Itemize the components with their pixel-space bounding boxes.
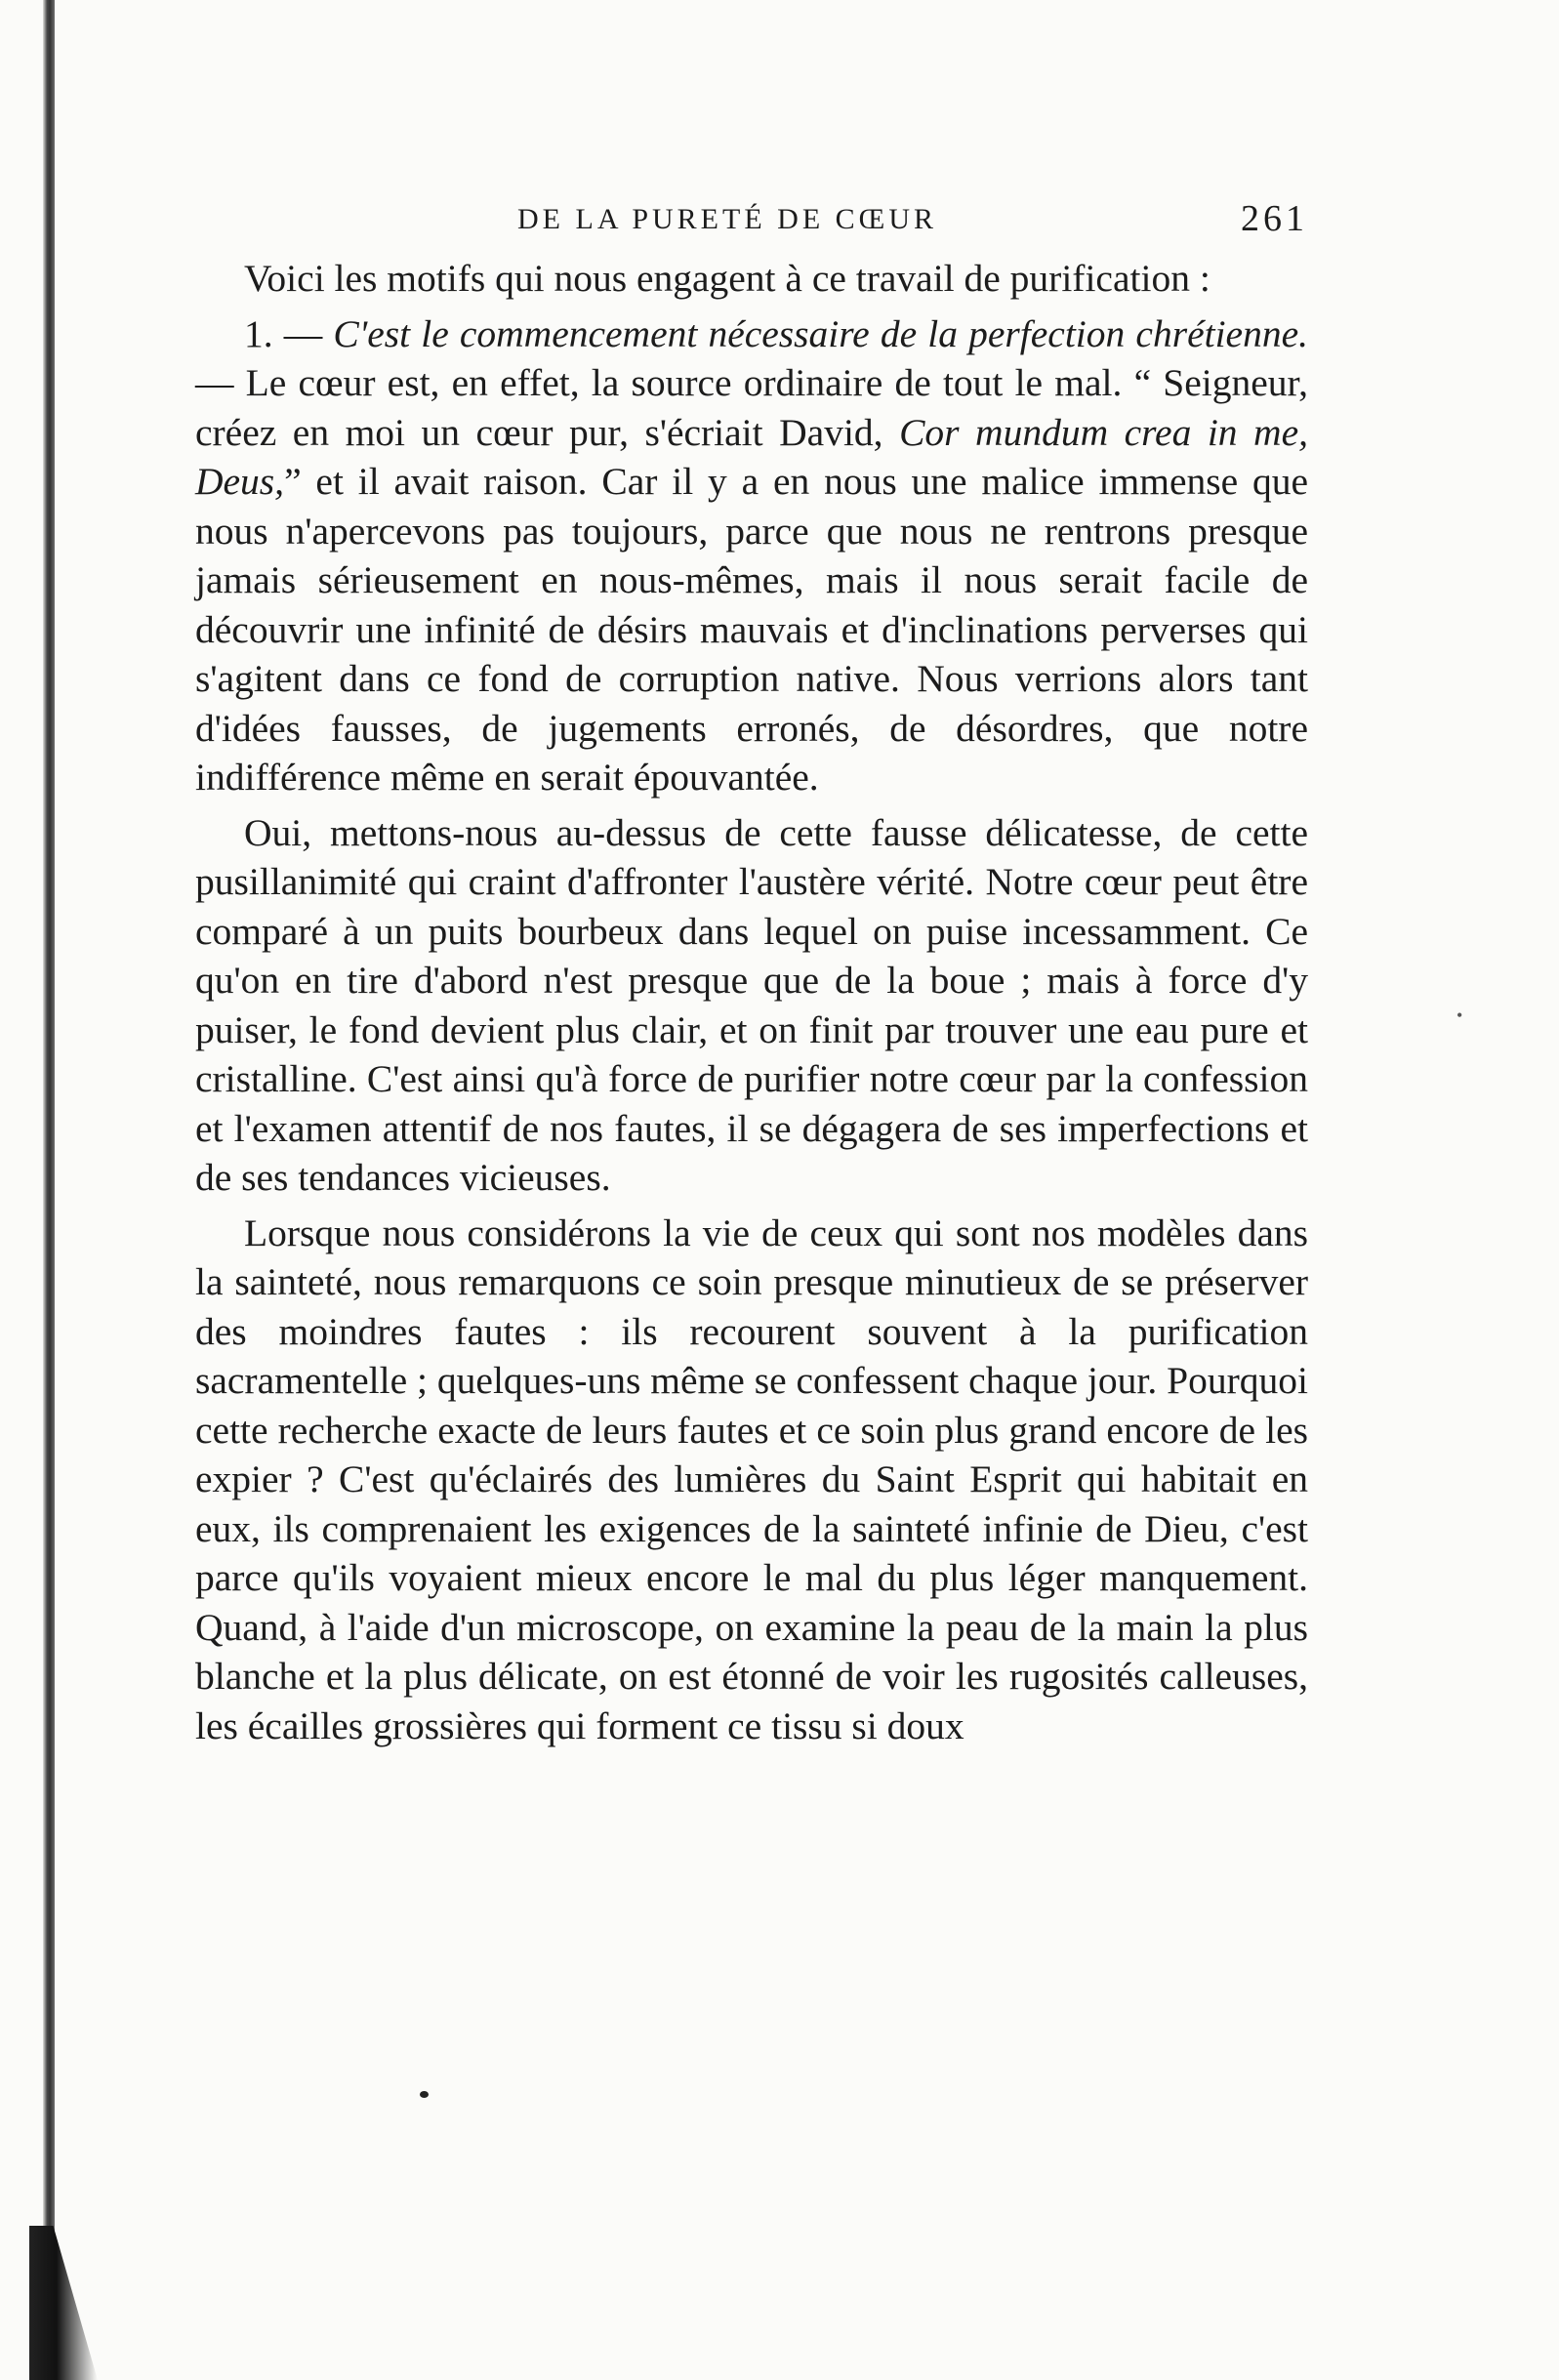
paragraph-1 bbox=[195, 254, 1308, 304]
running-title: DE LA PURETÉ DE CŒUR bbox=[517, 203, 938, 235]
ink-dot bbox=[420, 2091, 429, 2098]
paragraph-2-text-after: ” et il avait raison. Car il y a en nous une malice immense que nous n'apercevons pas toujours, parce que nous ne rentrons presque jamais sérieusement en nous-mêmes, mais il nous serait facile de découvrir une infinité de désirs mauvais et d'inclinations perverses qui s'agitent dans ce fond de corruption native. Nous verrions alors tant d'idées fausses, de jugements erronés, de désordres, que notre indifférence même en serait épouvantée. bbox=[195, 460, 1308, 799]
paragraph-2-lead: C'est le commencement nécessaire de la perfection chrétienne. bbox=[333, 311, 1308, 355]
body-text bbox=[195, 254, 1308, 1750]
paragraph-4-text: Lorsque nous considérons la vie de ceux qui sont nos modèles dans la sainteté, nous remarquons ce soin presque minutieux de se préserver des moindres fautes : ils recourent souvent à la purification sacramentelle ; quelques-uns même se confessent chaque jour. Pourquoi cette recherche exacte de leurs fautes et ce soin plus grand encore de les expier ? C'est qu'éclairés des lumières du Saint Esprit qui habitait en eux, ils comprenaient les exigences de la sainteté infinie de Dieu, c'est parce qu'ils voyaient mieux encore le mal du plus léger manquement. Quand, à l'aide d'un microscope, on examine la peau de la main la plus blanche et la plus délicate, on est étonné de voir les rugosités calleuses, les écailles grossières qui forment ce tissu si doux bbox=[195, 1211, 1308, 1747]
running-head bbox=[195, 185, 1308, 254]
paragraph-4 bbox=[195, 1209, 1308, 1751]
page-binding-edge bbox=[43, 0, 55, 2380]
paragraph-3 bbox=[195, 808, 1308, 1203]
paragraph-1-text: Voici les motifs qui nous engagent à ce travail de purification : bbox=[244, 257, 1210, 300]
paragraph-2-latin-quote: Cor mundum crea in me, Deus, bbox=[195, 410, 1308, 503]
page-binding-shadow bbox=[29, 2226, 98, 2380]
paragraph-3-text: Oui, mettons-nous au-dessus de cette fausse délicatesse, de cette pusillanimité qui craint d'affronter l'austère vérité. Notre cœur peut être comparé à un puits bourbeux dans lequel on puise incessamment. Ce qu'on en tire d'abord n'est presque que de la boue ; mais à force d'y puiser, le fond devient plus clair, et on finit par trouver une eau pure et cristalline. C'est ainsi qu'à force de purifier notre cœur par la confession et l'examen attentif de nos fautes, il se dégagera de ses imperfections et de ses tendances vicieuses. bbox=[195, 810, 1308, 1199]
page-number: 261 bbox=[1241, 198, 1308, 239]
paragraph-2-number: 1. bbox=[244, 311, 273, 355]
margin-speck: • bbox=[1456, 1005, 1463, 1025]
paragraph-2-text: — Le cœur est, en effet, la source ordinaire de tout le mal. “ Seigneur, créez en moi un cœur pur, s'écriait David, bbox=[195, 361, 1308, 454]
paragraph-2 bbox=[195, 309, 1308, 802]
book-page bbox=[195, 185, 1308, 1750]
paragraph-2-dash: — bbox=[272, 311, 334, 355]
